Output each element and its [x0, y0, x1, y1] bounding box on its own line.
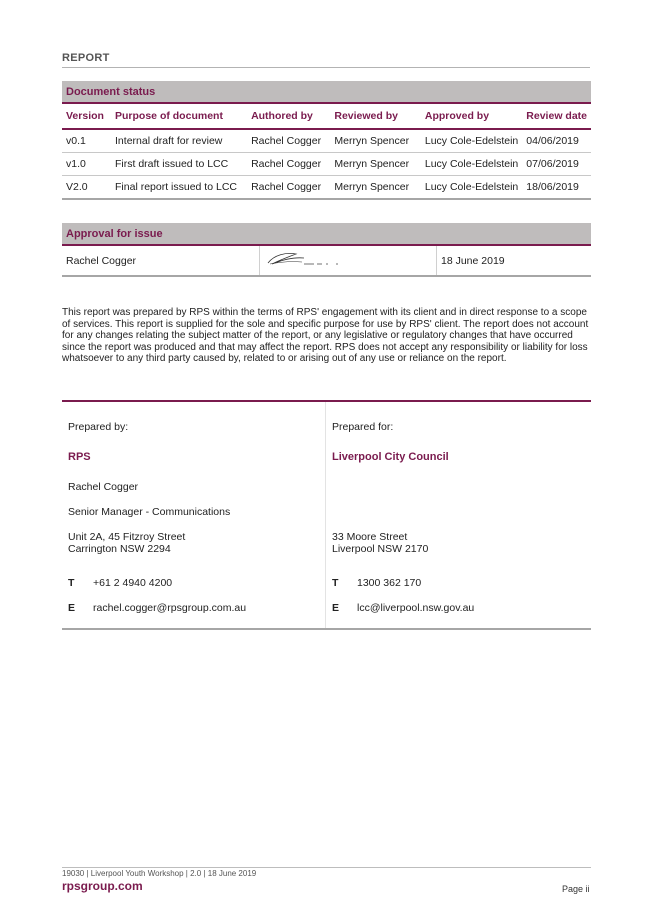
column-header-authored-by: Authored by: [247, 103, 330, 129]
phone-label: T: [332, 577, 339, 589]
cell-purpose: First draft issued to LCC: [111, 153, 247, 176]
table-row: [62, 176, 591, 200]
email-label: E: [332, 602, 340, 614]
prepared-by-address-line1: Unit 2A, 45 Fitzroy Street: [68, 531, 186, 543]
column-divider: [325, 402, 326, 628]
cell-purpose: Internal draft for review: [111, 129, 247, 153]
cell-reviewed-by: Merryn Spencer: [330, 176, 421, 200]
approver-name: Rachel Cogger: [62, 245, 260, 276]
cell-approved-by: Lucy Cole-Edelstein: [421, 153, 522, 176]
document-status-table: [62, 81, 591, 200]
signature: [260, 245, 437, 276]
table-row: [62, 153, 591, 176]
prepared-by-phone: +61 2 4940 4200: [93, 577, 173, 589]
cell-reviewed-by: Merryn Spencer: [330, 129, 421, 153]
prepared-by-role: Senior Manager - Communications: [68, 506, 231, 518]
prepared-by-address-line2: Carrington NSW 2294: [68, 543, 171, 555]
prepared-for-email-row: [332, 602, 474, 614]
cell-approved-by: Lucy Cole-Edelstein: [421, 176, 522, 200]
column-header-reviewed-by: Reviewed by: [330, 103, 421, 129]
cell-review-date: 18/06/2019: [522, 176, 591, 200]
prepared-block: [62, 400, 591, 630]
prepared-for-phone: 1300 362 170: [357, 577, 422, 589]
footer-site: rpsgroup.com: [62, 879, 143, 893]
prepared-for-email: lcc@liverpool.nsw.gov.au: [357, 602, 475, 614]
cell-authored-by: Rachel Cogger: [247, 129, 330, 153]
prepared-for-address-line2: Liverpool NSW 2170: [332, 543, 429, 555]
cell-version: V2.0: [62, 176, 111, 200]
approval-title: Approval for issue: [62, 223, 591, 245]
prepared-by-name: Rachel Cogger: [68, 481, 139, 493]
cell-version: v1.0: [62, 153, 111, 176]
prepared-by-email: rachel.cogger@rpsgroup.com.au: [93, 602, 247, 614]
column-header-approved-by: Approved by: [421, 103, 522, 129]
approval-row: [62, 245, 591, 276]
report-label: REPORT: [62, 52, 590, 68]
cell-review-date: 04/06/2019: [522, 129, 591, 153]
signature-icon: [264, 249, 354, 269]
prepared-for-org: Liverpool City Council: [332, 451, 449, 463]
disclaimer-text: This report was prepared by RPS within the terms of RPS' engagement with its client and in direct response to a scope of services. This report is supplied for the sole and specific purpose for use by RPS' client. The report does not account for any changes relating the subject matter of the report, or any legislative or regulatory changes that have occurred since the report was produced and that may affect the report. RPS does not accept any responsibility or liability for loss whatsoever to any third party caused by, related to or arising out of any use or reliance on the report.: [62, 307, 589, 364]
column-header-version: Version: [62, 103, 111, 129]
approval-table: [62, 223, 591, 277]
document-status-header-row: [62, 103, 591, 129]
column-header-purpose: Purpose of document: [111, 103, 247, 129]
prepared-by-label: Prepared by:: [68, 421, 129, 433]
footer-rule: [62, 867, 591, 868]
column-header-review-date: Review date: [522, 103, 591, 129]
cell-authored-by: Rachel Cogger: [247, 176, 330, 200]
prepared-by-org: RPS: [68, 451, 91, 463]
prepared-by-phone-row: [68, 577, 172, 589]
document-status-title: Document status: [62, 81, 591, 103]
footer-meta: 19030 | Liverpool Youth Workshop | 2.0 | 18 June 2019: [62, 869, 257, 878]
table-row: [62, 129, 591, 153]
cell-approved-by: Lucy Cole-Edelstein: [421, 129, 522, 153]
approval-date: 18 June 2019: [437, 245, 592, 276]
phone-label: T: [68, 577, 75, 589]
prepared-for-address-line1: 33 Moore Street: [332, 531, 408, 543]
cell-reviewed-by: Merryn Spencer: [330, 153, 421, 176]
cell-review-date: 07/06/2019: [522, 153, 591, 176]
cell-version: v0.1: [62, 129, 111, 153]
email-label: E: [68, 602, 76, 614]
cell-purpose: Final report issued to LCC: [111, 176, 247, 200]
prepared-for-label: Prepared for:: [332, 421, 394, 433]
prepared-by-email-row: [68, 602, 246, 614]
cell-authored-by: Rachel Cogger: [247, 153, 330, 176]
page-number: Page ii: [562, 884, 590, 894]
prepared-for-phone-row: [332, 577, 421, 589]
